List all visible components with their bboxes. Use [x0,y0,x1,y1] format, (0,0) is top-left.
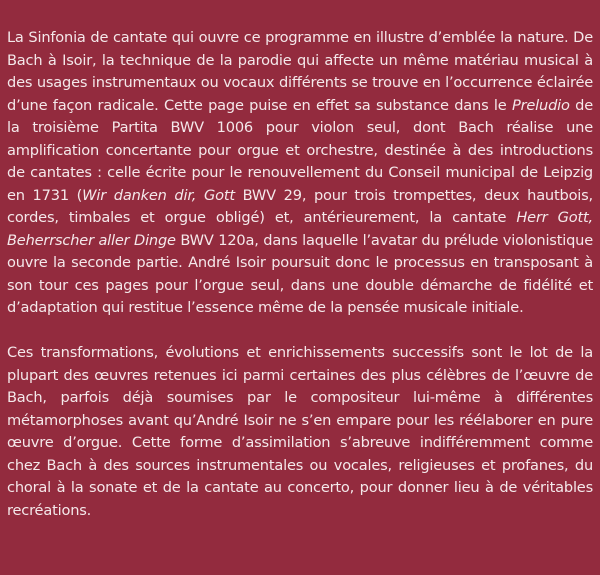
work-title-wir-danken: Wir danken dir, Gott [82,186,235,204]
paragraph-1-segment: La Sinfonia de cantate qui ouvre ce programme en illustre d’emblée la nature. De Bach à Isoir, la technique de la parodie qui affecte un même matériau musical à des usages instrumentaux ou vocaux différents se trouve en l’occurrence éclairée d’une façon radicale. Cette page puise en effet sa substance dans le [7,29,593,114]
paragraph-2-text: Ces transformations, évolutions et enrichissements successifs sont le lot de la plupart des œuvres retenues ici parmi certaines des plus célèbres de l’œuvre de Bach, parfois déjà soumises par le compositeur lui-même à différentes métamorphoses avant qu’André Isoir ne s’en empare pour les réélaborer en pure œuvre d’orgue. Cette forme d’assimilation s’abreuve indifféremment comme chez Bach à des sources instrumentales ou vocales, religieuses et profanes, du choral à la sonate et de la cantate au concerto, pour donner lieu à de véritables recréations. [7,344,593,519]
paragraph-1-segment: de la troisième Partita BWV 1006 pour violon seul, dont Bach réalise une amplification concertante pour orgue et orchestre, destinée à des introductions de cantates : celle écrite pour le renouvellement du Conseil municipal de Leipzig en 1731 ( [7,96,594,204]
paragraph-2 [7,342,593,522]
work-title-herr-gott: Herr Gott, Beherrscher aller Dinge [7,209,593,249]
paragraph-1-segment: BWV 120a, dans laquelle l’avatar du prélude violonistique ouvre la seconde partie. André Isoir poursuit donc le processus en transposant à son tour ces pages pour l’orgue seul, dans une double démarche de fidélité et d’adaptation qui restitue l’essence même de la pensée musicale initiale. [7,231,593,316]
paragraph-1 [7,27,593,320]
paragraph-1-segment: BWV 29, pour trois trompettes, deux hautbois, cordes, timbales et orgue obligé) et, antérieurement, la cantate [7,186,593,226]
work-title-preludio: Preludio [512,96,570,114]
